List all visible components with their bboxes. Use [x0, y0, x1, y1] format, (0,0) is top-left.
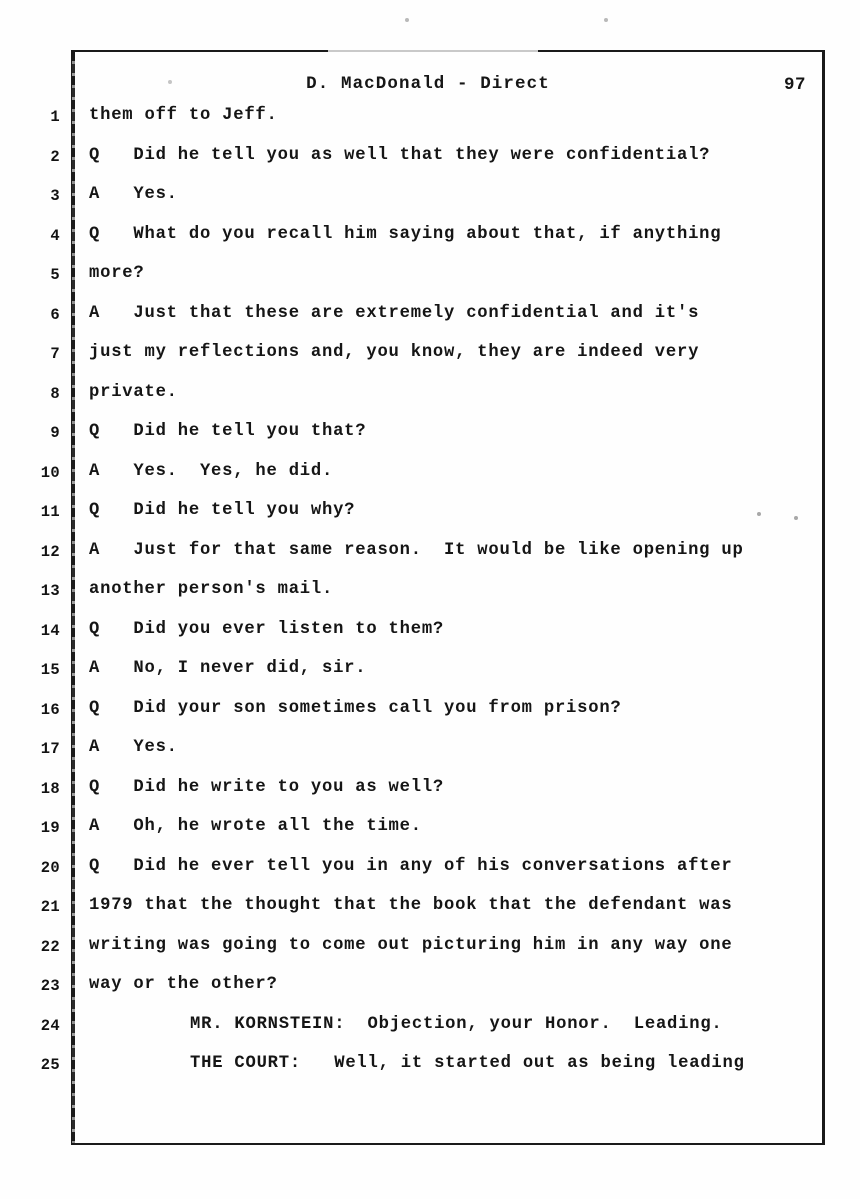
- transcript-line: [0, 936, 860, 976]
- transcript-line: [0, 817, 860, 857]
- line-number: 25: [40, 1056, 60, 1074]
- line-number: 24: [40, 1016, 60, 1035]
- line-text: writing was going to come out picturing him in any way one: [89, 935, 733, 955]
- line-number: 10: [40, 463, 60, 482]
- transcript-line: [0, 343, 860, 383]
- line-number: 13: [40, 582, 60, 600]
- line-text: 1979 that the thought that the book that the defendant was: [89, 896, 733, 915]
- line-number: 9: [50, 424, 60, 442]
- page-number: 97: [783, 75, 806, 95]
- transcript-line: [0, 1054, 860, 1094]
- line-number: 1: [50, 108, 60, 126]
- transcript-line: [0, 541, 860, 581]
- line-number: 20: [40, 858, 60, 877]
- transcript-line: [0, 383, 860, 423]
- transcript-line: [0, 304, 860, 344]
- line-text: MR. KORNSTEIN: Objection, your Honor. Leading.: [190, 1014, 723, 1034]
- line-number: 19: [40, 819, 60, 837]
- transcript-line: [0, 146, 860, 186]
- line-number: 6: [50, 305, 60, 324]
- transcript-line: [0, 738, 860, 778]
- transcript-line: [0, 264, 860, 304]
- line-text: A Yes.: [89, 738, 178, 757]
- line-text: A No, I never did, sir.: [89, 659, 367, 678]
- line-number: 23: [40, 977, 60, 995]
- line-number: 3: [50, 187, 60, 205]
- line-number: 14: [40, 621, 60, 640]
- line-number: 15: [40, 661, 60, 679]
- line-number: 12: [40, 542, 60, 561]
- transcript-line: [0, 185, 860, 225]
- line-text: another person's mail.: [89, 580, 334, 599]
- line-text: just my reflections and, you know, they are indeed very: [89, 343, 700, 362]
- line-number: 2: [50, 147, 60, 166]
- line-text: Q Did he tell you that?: [89, 422, 367, 441]
- transcript-line: [0, 659, 860, 699]
- transcript-line: [0, 501, 860, 541]
- line-text: way or the other?: [89, 975, 278, 994]
- line-number: 16: [40, 700, 60, 719]
- transcript-line: [0, 857, 860, 897]
- transcript-line: [0, 106, 860, 146]
- line-text: A Oh, he wrote all the time.: [89, 817, 422, 836]
- transcript-line: [0, 620, 860, 660]
- line-number: 7: [50, 345, 60, 363]
- line-text: more?: [89, 264, 145, 283]
- line-text: A Just that these are extremely confidential and it's: [89, 303, 700, 323]
- scan-speck-top-left: [405, 18, 409, 22]
- line-text: them off to Jeff.: [89, 106, 278, 125]
- header-title: D. MacDonald - Direct: [306, 74, 550, 94]
- line-text: Q Did he tell you as well that they were confidential?: [89, 145, 711, 165]
- transcript-line: [0, 1015, 860, 1055]
- line-text: Q Did you ever listen to them?: [89, 619, 445, 639]
- line-text: Q Did your son sometimes call you from prison?: [89, 698, 622, 718]
- line-text: A Yes.: [89, 185, 178, 204]
- line-text: Q Did he write to you as well?: [89, 777, 445, 797]
- transcript-body: [0, 106, 860, 1094]
- line-text: THE COURT: Well, it started out as being leading: [190, 1054, 745, 1073]
- transcript-line: [0, 422, 860, 462]
- line-number: 21: [40, 898, 60, 916]
- line-number: 5: [50, 266, 60, 284]
- line-text: Q Did he tell you why?: [89, 501, 356, 520]
- transcript-line: [0, 778, 860, 818]
- page-header: [78, 74, 818, 100]
- line-number: 17: [40, 740, 60, 758]
- line-text: Q What do you recall him saying about that, if anything: [89, 224, 722, 244]
- line-number: 18: [40, 779, 60, 798]
- transcript-line: [0, 580, 860, 620]
- transcript-line: [0, 699, 860, 739]
- line-text: Q Did he ever tell you in any of his conversations after: [89, 856, 733, 876]
- transcript-line: [0, 975, 860, 1015]
- scan-speck-top-right: [604, 18, 608, 22]
- line-text: private.: [89, 382, 178, 402]
- transcript-line: [0, 896, 860, 936]
- line-text: A Yes. Yes, he did.: [89, 461, 334, 481]
- line-number: 8: [50, 384, 60, 403]
- transcript-line: [0, 462, 860, 502]
- transcript-line: [0, 225, 860, 265]
- line-number: 4: [50, 226, 60, 245]
- line-number: 22: [40, 937, 60, 956]
- line-text: A Just for that same reason. It would be like opening up: [89, 540, 744, 560]
- line-number: 11: [40, 503, 60, 521]
